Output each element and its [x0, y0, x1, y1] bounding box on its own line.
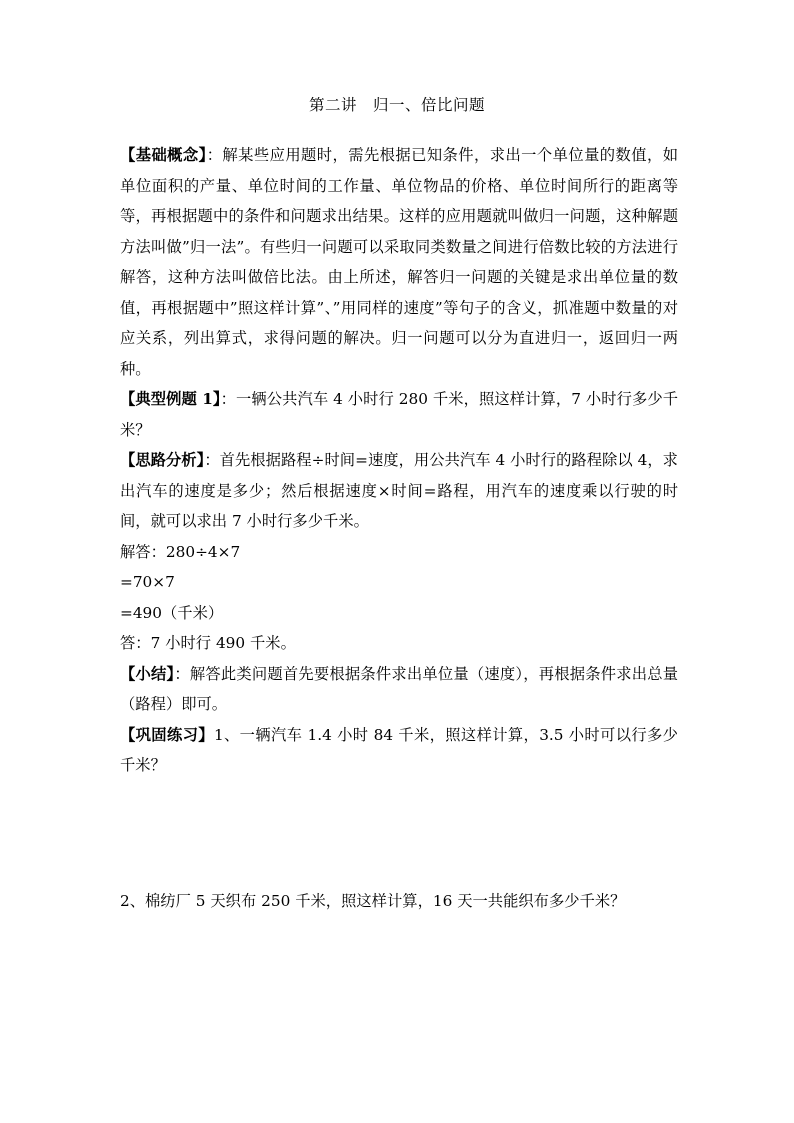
summary-paragraph: [120, 659, 678, 720]
lesson-content: [120, 140, 678, 781]
solution-line-3: =490（千米）: [120, 603, 224, 622]
concept-tag: 【基础概念】: [120, 146, 207, 164]
analysis-tag: 【思路分析】: [120, 451, 205, 469]
practice-question-2: 2、棉纺厂 5 天织布 250 千米，照这样计算，16 天一共能织布多少千米？: [120, 892, 626, 910]
summary-tag: 【小结】: [120, 664, 175, 683]
example-text: ：一辆公共汽车 4 小时行 280 千米，照这样计算，7 小时行多少千米？: [120, 390, 678, 439]
example-paragraph: [120, 384, 678, 445]
example-tag: 【典型例题 1】: [120, 390, 221, 408]
summary-text: ：解答此类问题首先要根据条件求出单位量（速度），再根据条件求出总量（路程）即可。: [120, 664, 678, 713]
analysis-paragraph: [120, 445, 678, 537]
concept-text: ：解某些应用题时，需先根据已知条件，求出一个单位量的数值，如单位面积的产量、单位时间的工作量、单位物品的价格、单位时间所行的距离等等，再根据题中的条件和问题求出结果。这样的应用题就叫做归一问题，这种解题方法叫做”归一法”。有些归一问题可以采取同类数量之间进行倍数比较的方法进行解答，这种方法叫做倍比法。由上所述，解答归一问题的关键是求出单位量的数值，再根据题中”照这样计算”、”用同样的速度”等句子的含义，抓准题中数量的对应关系，列出算式，求得问题的解决。归一问题可以分为直进归一，返回归一两种。: [120, 146, 678, 378]
practice-question-1: 1、一辆汽车 1.4 小时 84 千米，照这样计算，3.5 小时可以行多少千米？: [120, 725, 678, 774]
lesson-title: 第二讲 归一、倍比问题: [308, 96, 485, 114]
concept-paragraph: [120, 140, 678, 384]
practice-tag: 【巩固练习】: [120, 725, 214, 744]
practice-paragraph: [120, 720, 678, 781]
solution-line-1: 解答：280÷4×7: [120, 542, 241, 561]
analysis-text: ：首先根据路程÷时间=速度，用公共汽车 4 小时行的路程除以 4，求出汽车的速度是多少；然后根据速度×时间=路程，用汽车的速度乘以行驶的时间，就可以求出 7 小时行多少千米。: [120, 451, 678, 530]
solution-line-2: =70×7: [120, 573, 175, 591]
solution-answer: 答：7 小时行 490 千米。: [120, 634, 296, 652]
